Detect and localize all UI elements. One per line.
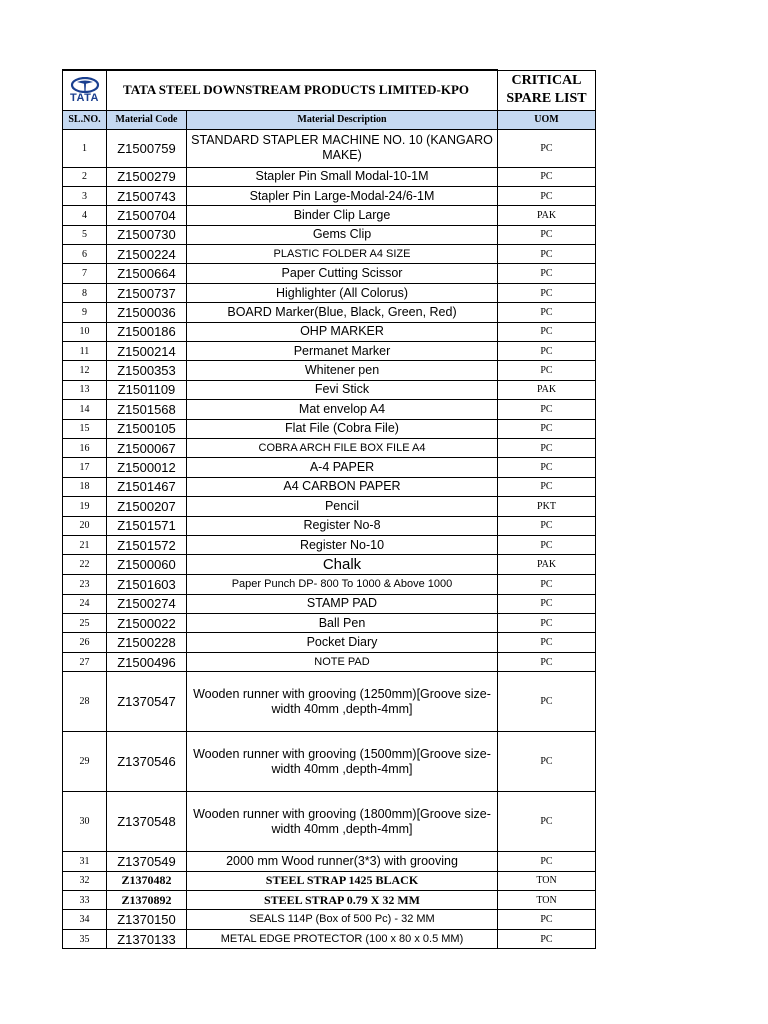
column-header-uom: UOM: [498, 110, 596, 129]
material-code-cell: Z1370133: [107, 929, 187, 948]
sl-cell: 18: [63, 477, 107, 496]
column-header-sl: SL.NO.: [63, 110, 107, 129]
column-header-description: Material Description: [187, 110, 498, 129]
material-description-cell: METAL EDGE PROTECTOR (100 x 80 x 0.5 MM): [187, 929, 498, 948]
material-code-cell: Z1500743: [107, 186, 187, 205]
table-row: [63, 535, 596, 554]
material-description-cell: Binder Clip Large: [187, 206, 498, 225]
sl-cell: 17: [63, 458, 107, 477]
material-code-cell: Z1500664: [107, 264, 187, 283]
table-row: [63, 283, 596, 302]
table-row: [63, 575, 596, 594]
material-description-cell: Pencil: [187, 497, 498, 516]
uom-cell: PC: [498, 283, 596, 302]
sl-cell: 26: [63, 633, 107, 652]
material-description-cell: Stapler Pin Large-Modal-24/6-1M: [187, 186, 498, 205]
table-row: [63, 891, 596, 910]
material-description-cell: Pocket Diary: [187, 633, 498, 652]
table-row: [63, 264, 596, 283]
uom-cell: PC: [498, 342, 596, 361]
material-description-cell: OHP MARKER: [187, 322, 498, 341]
material-description-cell: Register No-10: [187, 535, 498, 554]
sl-cell: 16: [63, 438, 107, 457]
material-code-cell: Z1500207: [107, 497, 187, 516]
uom-cell: PC: [498, 672, 596, 732]
uom-cell: PC: [498, 245, 596, 264]
column-header-code: Material Code: [107, 110, 187, 129]
material-code-cell: Z1500186: [107, 322, 187, 341]
sl-cell: 23: [63, 575, 107, 594]
uom-cell: PC: [498, 852, 596, 871]
uom-cell: PC: [498, 419, 596, 438]
sl-cell: 5: [63, 225, 107, 244]
material-description-cell: Ball Pen: [187, 614, 498, 633]
material-description-cell: Wooden runner with grooving (1800mm)[Groove size- width 40mm ,depth-4mm]: [187, 792, 498, 852]
table-row: [63, 516, 596, 535]
material-code-cell: Z1501109: [107, 380, 187, 399]
material-code-cell: Z1500737: [107, 283, 187, 302]
uom-cell: PC: [498, 400, 596, 419]
sl-cell: 6: [63, 245, 107, 264]
uom-cell: PKT: [498, 497, 596, 516]
material-code-cell: Z1370547: [107, 672, 187, 732]
material-description-cell: Highlighter (All Colorus): [187, 283, 498, 302]
sl-cell: 7: [63, 264, 107, 283]
sl-cell: 13: [63, 380, 107, 399]
uom-cell: PC: [498, 792, 596, 852]
material-description-cell: Gems Clip: [187, 225, 498, 244]
table-row: [63, 497, 596, 516]
material-code-cell: Z1500759: [107, 129, 187, 167]
material-code-cell: Z1500730: [107, 225, 187, 244]
uom-cell: PC: [498, 652, 596, 671]
material-description-cell: Wooden runner with grooving (1500mm)[Groove size- width 40mm ,depth-4mm]: [187, 732, 498, 792]
table-row: [63, 186, 596, 205]
material-description-cell: Flat File (Cobra File): [187, 419, 498, 438]
table-row: [63, 732, 596, 792]
uom-cell: PC: [498, 929, 596, 948]
uom-cell: PC: [498, 438, 596, 457]
material-code-cell: Z1500012: [107, 458, 187, 477]
material-description-cell: Stapler Pin Small Modal-10-1M: [187, 167, 498, 186]
uom-cell: TON: [498, 891, 596, 910]
table-row: [63, 438, 596, 457]
uom-cell: PC: [498, 575, 596, 594]
tata-logo-text: TATA: [70, 91, 99, 104]
material-description-cell: Mat envelop A4: [187, 400, 498, 419]
material-code-cell: Z1370546: [107, 732, 187, 792]
tata-logo: [63, 70, 107, 110]
sl-cell: 10: [63, 322, 107, 341]
uom-cell: PC: [498, 477, 596, 496]
table-row: [63, 910, 596, 929]
material-description-cell: STAMP PAD: [187, 594, 498, 613]
sl-cell: 14: [63, 400, 107, 419]
sl-cell: 1: [63, 129, 107, 167]
table-row: [63, 594, 596, 613]
material-code-cell: Z1500105: [107, 419, 187, 438]
material-description-cell: 2000 mm Wood runner(3*3) with grooving: [187, 852, 498, 871]
table-row: [63, 167, 596, 186]
material-code-cell: Z1370549: [107, 852, 187, 871]
company-title-text: TATA STEEL DOWNSTREAM PRODUCTS LIMITED-KPO: [123, 82, 469, 98]
material-description-cell: NOTE PAD: [187, 652, 498, 671]
table-row: [63, 852, 596, 871]
table-row: [63, 206, 596, 225]
uom-cell: PAK: [498, 380, 596, 399]
material-code-cell: Z1500274: [107, 594, 187, 613]
table-row: [63, 614, 596, 633]
uom-cell: PC: [498, 264, 596, 283]
sl-cell: 8: [63, 283, 107, 302]
critical-title-line2: SPARE LIST: [506, 91, 587, 106]
uom-cell: PC: [498, 633, 596, 652]
material-description-cell: Paper Cutting Scissor: [187, 264, 498, 283]
sl-cell: 2: [63, 167, 107, 186]
sl-cell: 31: [63, 852, 107, 871]
table-row: [63, 929, 596, 948]
material-description-cell: SEALS 114P (Box of 500 Pc) - 32 MM: [187, 910, 498, 929]
table-row: [63, 400, 596, 419]
uom-cell: PC: [498, 322, 596, 341]
material-description-cell: STEEL STRAP 0.79 X 32 MM: [187, 891, 498, 910]
table-row: [63, 871, 596, 890]
material-code-cell: Z1500496: [107, 652, 187, 671]
table-row: [63, 652, 596, 671]
table-row: [63, 342, 596, 361]
table-row: [63, 225, 596, 244]
material-code-cell: Z1500214: [107, 342, 187, 361]
critical-spare-list-table: [62, 69, 596, 949]
material-code-cell: Z1370892: [107, 891, 187, 910]
critical-title-line1: CRITICAL: [511, 73, 582, 88]
uom-cell: PC: [498, 167, 596, 186]
uom-cell: PC: [498, 535, 596, 554]
table-row: [63, 792, 596, 852]
material-description-cell: A4 CARBON PAPER: [187, 477, 498, 496]
uom-cell: PC: [498, 732, 596, 792]
uom-cell: PC: [498, 225, 596, 244]
uom-cell: PC: [498, 458, 596, 477]
uom-cell: PAK: [498, 206, 596, 225]
material-code-cell: Z1500704: [107, 206, 187, 225]
material-code-cell: Z1501571: [107, 516, 187, 535]
material-code-cell: Z1501568: [107, 400, 187, 419]
material-code-cell: Z1500060: [107, 555, 187, 575]
uom-cell: PAK: [498, 555, 596, 575]
material-description-cell: Register No-8: [187, 516, 498, 535]
uom-cell: PC: [498, 614, 596, 633]
table-row: [63, 477, 596, 496]
sl-cell: 11: [63, 342, 107, 361]
uom-cell: PC: [498, 516, 596, 535]
table-row: [63, 633, 596, 652]
material-code-cell: Z1501603: [107, 575, 187, 594]
material-description-cell: Permanet Marker: [187, 342, 498, 361]
uom-cell: PC: [498, 910, 596, 929]
material-code-cell: Z1500224: [107, 245, 187, 264]
title-row: [63, 70, 596, 110]
sl-cell: 20: [63, 516, 107, 535]
sl-cell: 24: [63, 594, 107, 613]
material-description-cell: Paper Punch DP- 800 To 1000 & Above 1000: [187, 575, 498, 594]
uom-cell: PC: [498, 361, 596, 380]
sl-cell: 3: [63, 186, 107, 205]
table-row: [63, 380, 596, 399]
material-code-cell: Z1500067: [107, 438, 187, 457]
sl-cell: 27: [63, 652, 107, 671]
sl-cell: 28: [63, 672, 107, 732]
material-description-cell: Whitener pen: [187, 361, 498, 380]
material-description-cell: BOARD Marker(Blue, Black, Green, Red): [187, 303, 498, 322]
table-row: [63, 322, 596, 341]
sl-cell: 25: [63, 614, 107, 633]
uom-cell: PC: [498, 303, 596, 322]
sl-cell: 29: [63, 732, 107, 792]
material-description-cell: PLASTIC FOLDER A4 SIZE: [187, 245, 498, 264]
material-code-cell: Z1500279: [107, 167, 187, 186]
material-code-cell: Z1370548: [107, 792, 187, 852]
sl-cell: 15: [63, 419, 107, 438]
material-description-cell: STEEL STRAP 1425 BLACK: [187, 871, 498, 890]
company-title: [107, 70, 498, 110]
uom-cell: PC: [498, 129, 596, 167]
material-code-cell: Z1500228: [107, 633, 187, 652]
material-description-cell: COBRA ARCH FILE BOX FILE A4: [187, 438, 498, 457]
material-description-cell: Chalk: [187, 555, 498, 575]
material-code-cell: Z1501467: [107, 477, 187, 496]
material-description-cell: Fevi Stick: [187, 380, 498, 399]
table-row: [63, 361, 596, 380]
table-row: [63, 245, 596, 264]
sl-cell: 35: [63, 929, 107, 948]
table-row: [63, 303, 596, 322]
table-row: [63, 129, 596, 167]
uom-cell: PC: [498, 594, 596, 613]
material-code-cell: Z1500022: [107, 614, 187, 633]
table-row: [63, 458, 596, 477]
material-code-cell: Z1500353: [107, 361, 187, 380]
material-description-cell: STANDARD STAPLER MACHINE NO. 10 (KANGARO MAKE): [187, 129, 498, 167]
uom-cell: TON: [498, 871, 596, 890]
table-row: [63, 672, 596, 732]
material-description-cell: Wooden runner with grooving (1250mm)[Groove size- width 40mm ,depth-4mm]: [187, 672, 498, 732]
sl-cell: 21: [63, 535, 107, 554]
column-header-row: [63, 110, 596, 129]
tata-logo-icon: [70, 77, 100, 93]
material-code-cell: Z1370150: [107, 910, 187, 929]
table-row: [63, 419, 596, 438]
sl-cell: 9: [63, 303, 107, 322]
sl-cell: 32: [63, 871, 107, 890]
sl-cell: 19: [63, 497, 107, 516]
sl-cell: 22: [63, 555, 107, 575]
sl-cell: 30: [63, 792, 107, 852]
critical-spare-list-title: [498, 70, 596, 110]
sl-cell: 4: [63, 206, 107, 225]
material-code-cell: Z1500036: [107, 303, 187, 322]
uom-cell: PC: [498, 186, 596, 205]
material-code-cell: Z1501572: [107, 535, 187, 554]
table-row: [63, 555, 596, 575]
material-code-cell: Z1370482: [107, 871, 187, 890]
material-description-cell: A-4 PAPER: [187, 458, 498, 477]
sl-cell: 12: [63, 361, 107, 380]
sl-cell: 33: [63, 891, 107, 910]
sl-cell: 34: [63, 910, 107, 929]
